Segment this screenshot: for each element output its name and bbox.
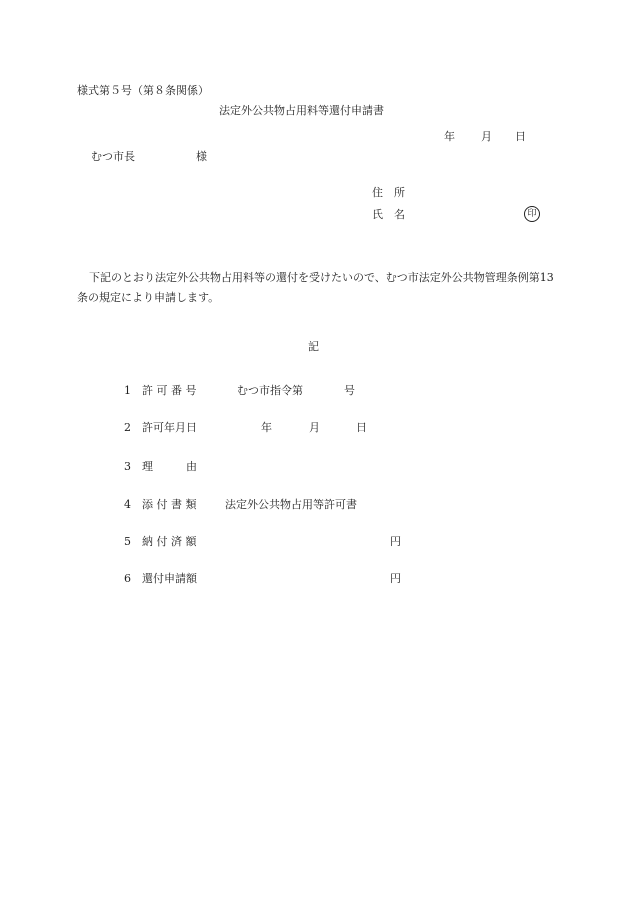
paid-amount-unit: 円 bbox=[390, 535, 401, 548]
item-label-permit-date: 許可年月日 bbox=[142, 421, 197, 434]
date-month-label: 月 bbox=[481, 130, 492, 143]
addressee-name: むつ市長 bbox=[91, 150, 135, 163]
permit-date-month: 月 bbox=[309, 421, 320, 434]
item-number: 5 bbox=[124, 535, 131, 548]
date-day-label: 日 bbox=[515, 130, 526, 143]
permit-date-day: 日 bbox=[356, 421, 367, 434]
attachment-value: 法定外公共物占用等許可書 bbox=[225, 498, 357, 511]
applicant-address-label: 住 所 bbox=[372, 186, 405, 199]
document-title: 法定外公共物占用料等還付申請書 bbox=[219, 104, 384, 117]
item-label-refund-amount: 還付申請額 bbox=[142, 572, 197, 585]
item-number: 1 bbox=[124, 384, 131, 397]
ki-heading: 記 bbox=[308, 340, 319, 353]
item-number: 3 bbox=[124, 460, 131, 473]
permit-number-prefix: むつ市指令第 bbox=[237, 384, 303, 397]
refund-amount-unit: 円 bbox=[390, 572, 401, 585]
permit-date-year: 年 bbox=[261, 421, 272, 434]
item-label-permit-number: 許 可 番 号 bbox=[142, 384, 197, 397]
permit-number-suffix: 号 bbox=[344, 384, 355, 397]
item-label-paid-amount: 納 付 済 額 bbox=[142, 535, 197, 548]
item-number: 2 bbox=[124, 421, 131, 434]
addressee-honorific: 様 bbox=[196, 150, 207, 163]
item-label-reason: 理 由 bbox=[142, 460, 197, 473]
item-number: 4 bbox=[124, 498, 131, 511]
application-body-text: 下記のとおり法定外公共物占用料等の還付を受けたいので、むつ市法定外公共物管理条例第13条の規定により申請します。 bbox=[77, 271, 554, 304]
item-number: 6 bbox=[124, 572, 131, 585]
item-label-attachments: 添 付 書 類 bbox=[142, 498, 197, 511]
seal-mark: 印 bbox=[524, 206, 540, 222]
applicant-name-label: 氏 名 bbox=[372, 208, 405, 221]
form-number: 様式第５号（第８条関係） bbox=[77, 84, 209, 97]
date-year-label: 年 bbox=[444, 130, 455, 143]
